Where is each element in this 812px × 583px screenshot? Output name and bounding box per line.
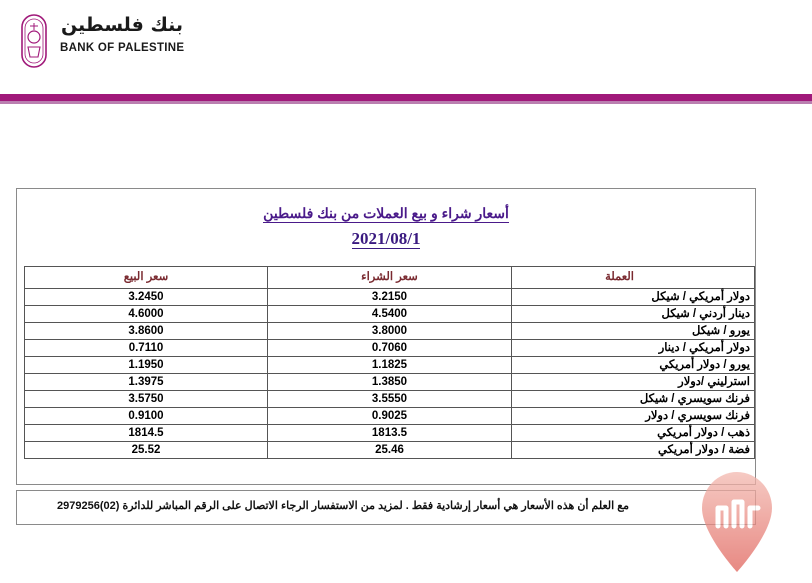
- buy-cell: 3.2150: [268, 289, 512, 306]
- sell-cell: 4.6000: [25, 306, 268, 323]
- header-sell: سعر البيع: [25, 267, 268, 289]
- buy-cell: 3.8000: [268, 323, 512, 340]
- table-row: [25, 374, 755, 391]
- table-row: [25, 357, 755, 374]
- currency-cell: فضة / دولار أمريكي: [512, 442, 755, 459]
- currency-cell: يورو / دولار أمريكي: [512, 357, 755, 374]
- buy-cell: 1.1825: [268, 357, 512, 374]
- buy-cell: 25.46: [268, 442, 512, 459]
- buy-cell: 0.9025: [268, 408, 512, 425]
- sell-cell: 1.3975: [25, 374, 268, 391]
- table-header-row: [25, 267, 755, 289]
- buy-cell: 4.5400: [268, 306, 512, 323]
- bank-name-arabic: بنك فلسطين: [60, 14, 184, 36]
- rates-date: 2021/08/1: [351, 229, 421, 248]
- sell-cell: 3.2450: [25, 289, 268, 306]
- currency-cell: يورو / شيكل: [512, 323, 755, 340]
- brand-band-light: [0, 101, 812, 104]
- header-currency: العملة: [512, 267, 755, 289]
- currency-cell: فرنك سويسري / شيكل: [512, 391, 755, 408]
- sell-cell: 1814.5: [25, 425, 268, 442]
- header-buy: سعر الشراء: [268, 267, 512, 289]
- sell-cell: 3.8600: [25, 323, 268, 340]
- table-row: [25, 323, 755, 340]
- watermark-logo-icon: [696, 468, 778, 578]
- currency-cell: دولار أمريكي / شيكل: [512, 289, 755, 306]
- buy-cell: 1813.5: [268, 425, 512, 442]
- sell-cell: 1.1950: [25, 357, 268, 374]
- table-row: [25, 289, 755, 306]
- sell-cell: 0.7110: [25, 340, 268, 357]
- buy-cell: 0.7060: [268, 340, 512, 357]
- page-title: أسعار شراء و بيع العملات من بنك فلسطين: [263, 205, 509, 221]
- currency-cell: دولار أمريكي / دينار: [512, 340, 755, 357]
- currency-cell: فرنك سويسري / دولار: [512, 408, 755, 425]
- sell-cell: 25.52: [25, 442, 268, 459]
- bank-name-english: BANK OF PALESTINE: [60, 42, 185, 54]
- brand-band: [0, 94, 812, 101]
- table-row: [25, 340, 755, 357]
- currency-cell: دينار أردني / شيكل: [512, 306, 755, 323]
- table-row: [25, 408, 755, 425]
- currency-cell: استرليني /دولار: [512, 374, 755, 391]
- rates-table: [24, 266, 755, 459]
- table-row: [25, 391, 755, 408]
- table-row: [25, 306, 755, 323]
- table-row: [25, 425, 755, 442]
- sell-cell: 0.9100: [25, 408, 268, 425]
- table-row: [25, 442, 755, 459]
- buy-cell: 3.5550: [268, 391, 512, 408]
- buy-cell: 1.3850: [268, 374, 512, 391]
- currency-cell: ذهب / دولار أمريكي: [512, 425, 755, 442]
- footer-note: مع العلم أن هذه الأسعار هي أسعار إرشادية فقط . لمزيد من الاستفسار الرجاء الاتصال على الرقم المباشر للدائرة (02)2979256: [16, 490, 756, 525]
- sell-cell: 3.5750: [25, 391, 268, 408]
- bank-emblem-icon: [20, 13, 48, 69]
